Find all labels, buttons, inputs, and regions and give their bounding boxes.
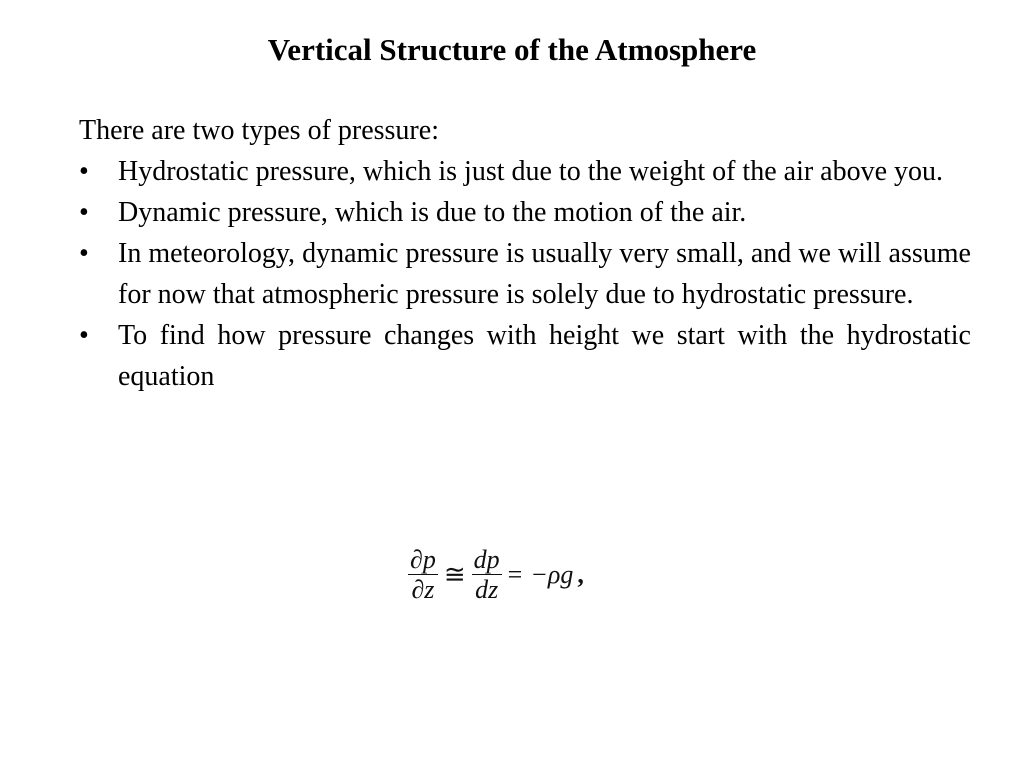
bullet-icon: • bbox=[79, 320, 89, 351]
total-numerator: dp bbox=[473, 545, 500, 574]
partial-numerator: ∂p bbox=[410, 545, 436, 574]
bullet-icon: • bbox=[79, 156, 89, 187]
bullet-item-hydrostatic bbox=[79, 151, 971, 192]
approx-symbol: ≅ bbox=[443, 560, 466, 589]
bullet-icon: • bbox=[79, 238, 89, 269]
bullet-text-height: To find how pressure changes with height we start with the hydrostatic equation bbox=[118, 320, 971, 392]
bullet-icon: • bbox=[79, 197, 89, 228]
partial-denominator: ∂z bbox=[411, 575, 435, 604]
bullet-text-dynamic: Dynamic pressure, which is due to the motion of the air. bbox=[118, 197, 747, 228]
bullet-list bbox=[79, 151, 971, 397]
bullet-item-meteorology bbox=[79, 233, 971, 315]
bullet-item-dynamic bbox=[79, 192, 971, 233]
total-derivative-fraction bbox=[472, 547, 502, 603]
intro-text: There are two types of pressure: bbox=[79, 115, 439, 146]
bullet-text-meteorology: In meteorology, dynamic pressure is usually very small, and we will assume for now that atmospheric pressure is solely due to hydrostatic pressure. bbox=[118, 238, 971, 310]
bullet-text-hydrostatic: Hydrostatic pressure, which is just due to the weight of the air above you. bbox=[118, 156, 944, 187]
slide-title: Vertical Structure of the Atmosphere bbox=[267, 32, 757, 67]
partial-derivative-fraction bbox=[408, 547, 438, 603]
equals-symbol: = bbox=[507, 560, 523, 589]
hydrostatic-equation bbox=[408, 547, 584, 603]
equation-comma: , bbox=[577, 560, 584, 589]
total-denominator: dz bbox=[475, 575, 499, 604]
bullet-item-height bbox=[79, 315, 971, 397]
equation-rhs: −ρg bbox=[530, 560, 574, 589]
